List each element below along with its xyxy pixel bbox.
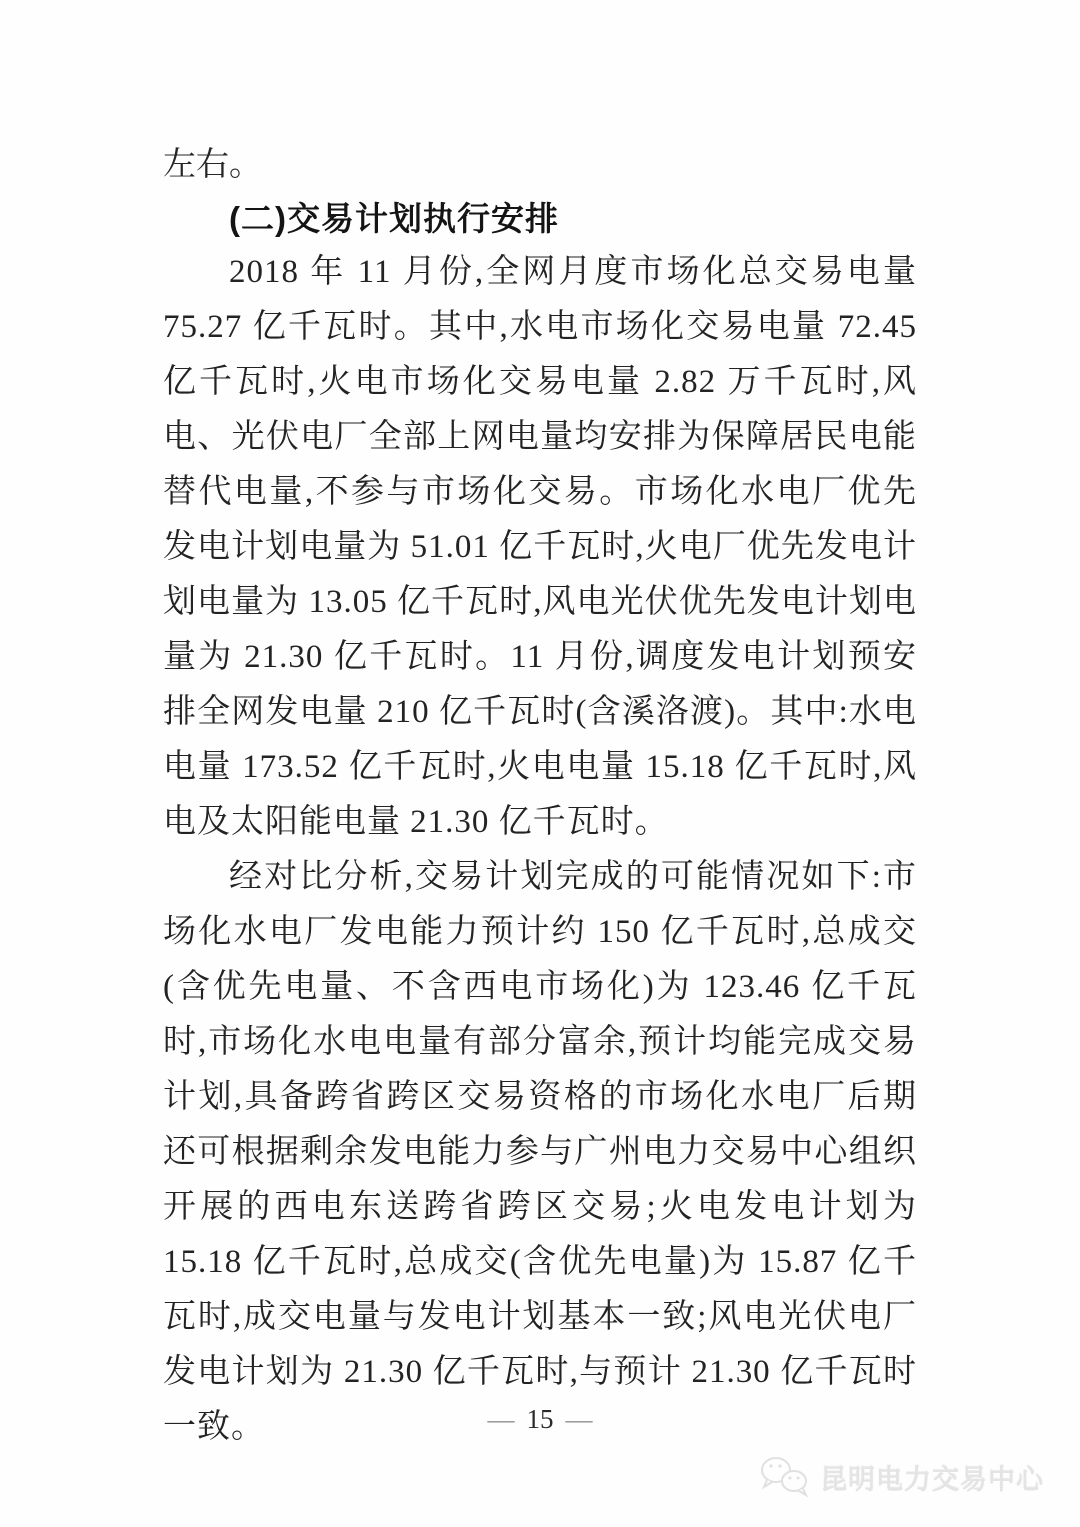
section-heading: (二)交易计划执行安排 [229, 200, 559, 237]
page-number-right-dash: — [565, 1404, 593, 1434]
page-number [0, 1402, 1080, 1436]
paragraph-trade-volume: 2018 年 11 月份,全网月度市场化总交易电量 75.27 亿千瓦时。其中,水电市场化交易电量 72.45 亿千瓦时,火电市场化交易电量 2.82 万千瓦时,风电、光伏电厂全部上网电量均安排为保障居民电能替代电量,不参与市场化交易。市场化水电厂优先发电计划电量为 51.01 亿千瓦时,火电厂优先发电计划电量为 13.05 亿千瓦时,风电光伏优先发电计划电量为 21.30 亿千瓦时。11 月份,调度发电计划预安排全网发电量 210 亿千瓦时(含溪洛渡)。其中:水电电量 173.52 亿千瓦时,火电电量 15.18 亿千瓦时,风电及太阳能电量 21.30 亿千瓦时。 [163, 254, 917, 840]
page-number-left-dash: — [487, 1404, 515, 1434]
footer-watermark [759, 1453, 1044, 1501]
paragraph-plan-analysis: 经对比分析,交易计划完成的可能情况如下:市场化水电厂发电能力预计约 150 亿千瓦时,总成交(含优先电量、不含西电市场化)为 123.46 亿千瓦时,市场化水电电量有部分富余,预计均能完成交易计划,具备跨省跨区交易资格的市场化水电厂后期还可根据剩余发电能力参与广州电力交易中心组织开展的西电东送跨省跨区交易;火电发电计划为 15.18 亿千瓦时,总成交(含优先电量)为 15.87 亿千瓦时,成交电量与发电计划基本一致;风电光伏电厂发电计划为 21.30 亿千瓦时,与预计 21.30 亿千瓦时一致。 [163, 859, 917, 1445]
paragraph-continuation: 左右。 [163, 147, 262, 183]
footer-logo-text: 昆明电力交易中心 [820, 1464, 1044, 1495]
wechat-icon [759, 1453, 811, 1501]
page-number-value: 15 [526, 1404, 554, 1434]
document-body [163, 138, 917, 1455]
